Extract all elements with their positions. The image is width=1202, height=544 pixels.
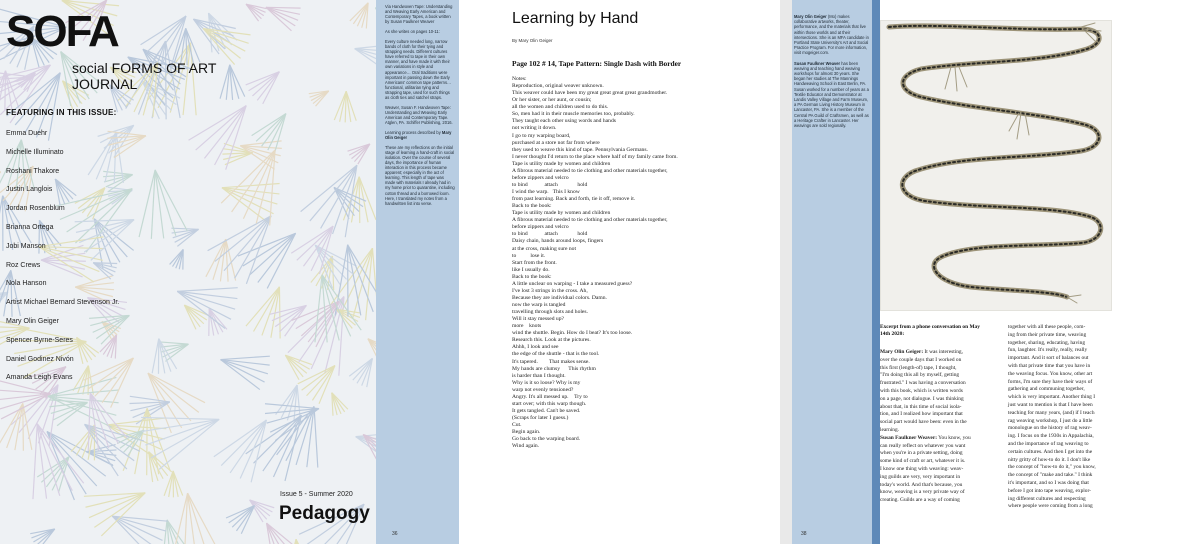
interview-line: ing. I focus on the 1930s in Appalachia,: [1008, 433, 1094, 440]
poem-line: Ahhh, I look and see: [512, 344, 559, 351]
contributor-name: Nola Hanson: [6, 280, 47, 288]
interview-line: rag weaving workshop, I just do a little: [1008, 417, 1093, 424]
poem-line: warp not evenly tensioned?: [512, 386, 574, 393]
poem-line: to bind attach hold: [512, 231, 588, 238]
article-byline: By Mary Olin Geiger: [512, 38, 553, 43]
interview-column-2: [1008, 324, 1096, 511]
interview-line: creating. Guilds are a way of coming: [880, 497, 960, 504]
poem-line: they used to weave this kind of tape. Pennsylvania Germans.: [512, 146, 648, 153]
poem-line: Or her sister, or her aunt, or cousin;: [512, 97, 592, 104]
poem-line: They taught each other using words and hands: [512, 118, 616, 125]
book-spine-gap: [780, 0, 792, 544]
accent-stripe: [872, 0, 880, 544]
credit-prefix: Learning process described by: [385, 129, 442, 135]
interview-line: gathering and communing together,: [1008, 386, 1085, 393]
left-sidebar: [376, 0, 459, 544]
contributor-name: Michelle Illuminato: [6, 148, 64, 156]
interview-line: together with all these people, com-: [1008, 324, 1086, 330]
interview-line: certain cultures. And then I get into the: [1008, 448, 1093, 455]
right-sidebar: [792, 0, 872, 544]
interview-line: when you're in a private setting, doing: [880, 450, 963, 457]
poem-line: Notes:: [512, 76, 527, 82]
interview-line: learning.: [880, 426, 900, 433]
contributor-name: Justin Langlois: [6, 186, 53, 194]
poem-line: now the warp is tangled: [512, 302, 566, 308]
poem-line: travelling through slots and holes.: [512, 309, 588, 316]
poem-body: [512, 76, 678, 450]
contributor-name: Emma Duehr: [6, 130, 48, 137]
poem-line: I've lost 3 strings in the cross. Ah,: [512, 287, 588, 294]
interview-line: today's world. And that's because, you: [880, 481, 963, 488]
bio-body: has been weaving and teaching hand weaving workshops for almost 30 years. She began her studies at The Mannings Handweaving School in East Berlin, PA. Susan worked for a number of years as a Textile Educator and Demonstrator at Landis Valley Village and Farm Museum, a PA German Living History Museum in Lancaster, PA. She is a member of the Central PA Guild of Craftsmen, as well as a Heritage Crafter in Lancaster. Her weavings are sold regionally.: [794, 60, 869, 129]
poem-line: to lose it.: [512, 252, 546, 259]
poem-line: It gets tangled. Can't be saved.: [512, 407, 581, 414]
interview-page: [880, 0, 1202, 544]
poem-line: at the cross, making sure not: [512, 245, 577, 252]
poem-line: Angry. It's all messed up. Try to: [512, 393, 588, 400]
contributor-name: Amanda Leigh Evans: [6, 374, 73, 382]
interview-line: nitty gritty of how-to do it. I don't like: [1008, 456, 1091, 463]
interview-line: which is very important. Another thing I: [1008, 394, 1095, 401]
bio-text: [794, 14, 870, 133]
bio-body: (Mo) makes collaborative artworks, theater, performance, and the materials that live within those worlds and at their intersections. She is an MFA candidate in Portland State University's Art and Social Practice Program. For more information, visit mogeiger.com.: [794, 14, 869, 56]
journal-name: [72, 60, 222, 92]
interview-line: tion, and I realized how important that: [880, 411, 963, 418]
contributor-name: Jordan Rosenblum: [6, 205, 65, 213]
poem-line: I never thought I'd return to the place where half of my family came from.: [512, 153, 678, 160]
interview-line: over the couple days that I worked on: [880, 356, 962, 363]
interview-line: this first (length-of) tape, I thought,: [880, 364, 957, 371]
contributor-name: Jobi Manson: [6, 242, 46, 250]
sidebar-paragraph: Every culture needed long, narrow bands of cloth for their tying and strapping needs. Different cultures have referred to tape in their own manner, and have made it with their own variations in style and appearance… Oral traditions were important in passing down the Early Americans' common tape patterns… functional, utilitarian tying and strapping tape, used for such things as cloth ties and satchel straps.: [385, 39, 452, 100]
sidebar-text: [385, 4, 455, 211]
poem-line: My hands are clumsy This rhythm: [512, 365, 596, 372]
poem-line: Tape is utility made by women and children: [512, 160, 611, 167]
poem-line: Begin again.: [512, 429, 541, 436]
interview-line: the concept of "how-to do it," you know,: [1008, 464, 1096, 471]
contributor-name: Roshani Thakore: [6, 167, 60, 175]
bio-name: Susan Faulkner Weaver: [794, 60, 841, 66]
poem-line: I go to my warping board,: [512, 132, 571, 139]
sidebar-paragraph: Weaver, Susan F. Handwoven Tape: Understanding and Weaving Early American and Contemporary Tape. Atglen, PA. Schiffer Publishing, 2016.: [385, 104, 453, 125]
poem-line: This weaver could have been my great great great great grandmother.: [512, 90, 668, 97]
interview-line: the concept of "make and take." I think: [1008, 472, 1093, 479]
contributor-name: Mary Olin Geiger: [6, 317, 59, 325]
interview-line: before I got into tape weaving, explor-: [1008, 487, 1091, 494]
interview-line: just want to mention is that I have been: [1008, 401, 1093, 408]
interview-line: with this book, which is written words: [880, 387, 963, 394]
bio-susan: [794, 61, 870, 129]
contributor-name: Daniel Godinez Nivón: [6, 355, 74, 363]
interview-line: with that private time that you have in: [1008, 362, 1091, 369]
interview-line: ing different cultures and respecting: [1008, 495, 1086, 502]
poem-line: A little unclear on warping - I take a measured guess?: [512, 280, 633, 287]
interview-line: teaching for many years, (and) if I teach: [1008, 409, 1095, 416]
sidebar-paragraph: These are my reflections on the initial stage of learning a hand-craft in social isolation. Over the course of several days, the importance of human interaction in this process became apparent; especially in the act of learning. This length of tape was made with materials I already had in my home prior to quarantine, including cotton thread and a borrowed loom. Here, I translated my notes from a handwritten list into verse.: [385, 145, 455, 206]
credit-author: Mary Olin Geiger: [385, 129, 452, 141]
poem-line: the edge of the shuttle - that is the tool.: [512, 351, 600, 358]
journal-name-line1: social FORMS OF ART: [72, 60, 217, 76]
poem-line: Cut.: [512, 422, 522, 429]
poem-line: Why is it so loose? Why is my: [512, 379, 581, 386]
issue-label: Issue 5 - Summer 2020: [280, 491, 353, 498]
article-title: Learning by Hand: [512, 10, 639, 27]
interview-line: the weaving focus. You know, other art: [1008, 370, 1093, 377]
pattern-heading: Page 102 # 14, Tape Pattern: Single Dash with Border: [512, 59, 682, 68]
poem-line: Reproduction, original weaver unknown.: [512, 83, 604, 90]
woven-tape-photo: [880, 20, 1112, 311]
featuring-heading: FEATURING IN THIS ISSUE:: [6, 108, 117, 117]
interview-line: can really reflect on whatever you want: [880, 442, 966, 449]
poem-line: wind the shuttle. Begin. How do I beat? It's too loose.: [512, 330, 633, 337]
interview-line: about that, in this time of social isola-: [880, 403, 962, 410]
poem-line: not writing it down.: [512, 125, 557, 132]
interview-line: Mary Olin Geiger: It was interesting,: [880, 349, 963, 355]
poem-line: before zippers and velcro: [512, 224, 569, 231]
contributor-name: Spencer Byrne-Seres: [6, 336, 73, 344]
sofa-logo: SOFA: [6, 7, 118, 56]
poem-line: Will it stay messed up?: [512, 316, 564, 323]
interview-line: Susan Faulkner Weaver: You know, you: [880, 434, 971, 441]
interview-line: and the importance of rag weaving to: [1008, 440, 1089, 447]
poem-line: Wind again.: [512, 443, 540, 450]
poem-line: It's tapered. That makes sense.: [512, 358, 590, 365]
poem-line: all the women and children used to do this.: [512, 104, 609, 111]
interview-line: ing guilds are very, very important in: [880, 473, 961, 480]
poem-line: Go back to the warping board.: [512, 436, 581, 443]
poem-line: I wind the warp. This I know: [512, 189, 580, 195]
poem-line: before zippers and velcro: [512, 174, 569, 181]
poem-line: to bind attach hold: [512, 181, 588, 188]
interview-line: on a page, not dialogue. I was thinking: [880, 395, 964, 402]
interview-line: important. And it sort of balances out: [1008, 355, 1089, 362]
journal-cover: [0, 0, 376, 544]
journal-name-line2: JOURNAL: [72, 76, 138, 92]
interview-line: frustrated." I was having a conversation: [880, 380, 966, 387]
contributor-name: Artist Michael Bernard Stevenson Jr.: [6, 299, 120, 307]
poem-line: Back to the book:: [512, 203, 552, 210]
interview-line: forms, I'm sure they have their ways of: [1008, 378, 1093, 385]
interview-line: ing from their private time, weaving: [1008, 331, 1087, 338]
woven-tape-icon: [881, 21, 1111, 310]
poem-line: Research this. Look at the pictures.: [512, 337, 591, 344]
contributor-name: Brianna Ortega: [6, 223, 54, 231]
poem-line: A fibrous material needed to tie clothing and other materials together,: [512, 217, 668, 224]
interview-line: together, sharing, educating, having: [1008, 339, 1086, 346]
interview-column-1: [880, 349, 971, 505]
poem-line: start over; with this warp though.: [512, 400, 587, 407]
poem-line: from past learning. Back and forth, tie it off, remove it.: [512, 196, 636, 203]
interview-line: I know one thing with weaving: weav-: [880, 465, 964, 472]
sidebar-paragraph: Via Handwoven Tape: Understanding and Weaving Early American and Contemporary Tapes, a book written by Susan Faulkner Weaver: [385, 4, 453, 25]
contributor-list: [6, 125, 119, 388]
interview-line: fun, laughter. It's really, really, really: [1008, 347, 1088, 354]
poem-page: [459, 0, 780, 544]
poem-line: Start from the front.: [512, 259, 557, 266]
poem-line: (Scraps for later I guess.): [512, 415, 569, 421]
interview-line: where people were coming from a long: [1008, 503, 1093, 510]
poem-line: is harder than I thought.: [512, 372, 566, 379]
poem-line: Because they are individual colors. Damn.: [512, 294, 607, 301]
page-number: 36: [392, 531, 398, 537]
interview-line: social part would have been: even in the: [880, 419, 967, 426]
sidebar-credit: [385, 130, 455, 140]
bio-mary: [794, 14, 870, 56]
interview-line: monologue on the history of rag weav-: [1008, 425, 1092, 432]
poem-line: more knots: [512, 323, 542, 330]
poem-line: Daisy chain, hands around loops, fingers: [512, 238, 604, 245]
interview-line: some kind of craft or art, whatever it is.: [880, 458, 966, 465]
poem-line: A fibrous material needed to tie clothing and other materials together,: [512, 167, 668, 174]
issue-theme: Pedagogy: [279, 503, 370, 524]
poem-line: So, men had it in their muscle memories too, probably.: [512, 111, 635, 118]
contributor-name: Roz Crews: [6, 261, 41, 269]
bio-name: Mary Olin Geiger: [794, 14, 827, 19]
poem-line: purchased at a store not far from where: [512, 139, 600, 146]
poem-line: Back to the book:: [512, 273, 552, 280]
sidebar-paragraph: As she writes on pages 10-11:: [385, 29, 440, 35]
interview-line: know, weaving is a very private way of: [880, 489, 965, 496]
interview-line: "I'm doing this all by myself, getting: [880, 372, 960, 379]
excerpt-heading: Excerpt from a phone conversation on May 14th 2020:: [880, 324, 980, 337]
interview-line: it's important, and so I was doing that: [1008, 479, 1089, 486]
page-number: 38: [801, 531, 807, 537]
poem-line: like I usually do.: [512, 266, 550, 273]
poem-line: Tape is utility made by women and children: [512, 210, 611, 217]
